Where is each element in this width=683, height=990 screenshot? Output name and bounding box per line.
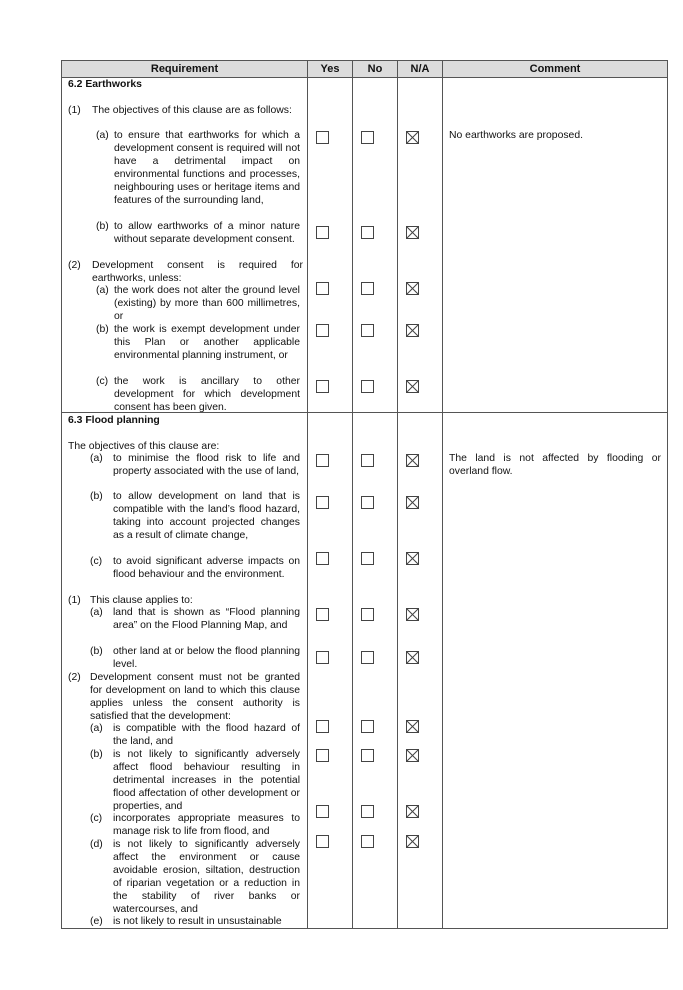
list-number: (2) [68, 260, 81, 271]
cross-mark-icon [407, 750, 418, 761]
list-number: (2) [68, 672, 81, 683]
comment-flood-planning: The land is not affected by flooding or overland flow. [449, 453, 661, 477]
list-item: is compatible with the flood hazard of the land, and [113, 723, 300, 747]
list-item: to allow development on land that is compatible with the land’s flood hazard, taking into account projected changes as a result of climate change, [113, 491, 300, 541]
column-divider [397, 61, 398, 928]
checkbox-yes[interactable] [316, 805, 329, 818]
checkbox-na[interactable] [406, 226, 419, 239]
checkbox-no[interactable] [361, 835, 374, 848]
header-comment: Comment [529, 63, 581, 75]
header-no: No [367, 63, 383, 75]
checkbox-no[interactable] [361, 552, 374, 565]
cross-mark-icon [407, 455, 418, 466]
checkbox-na[interactable] [406, 608, 419, 621]
list-label: (a) [90, 723, 103, 734]
list-label: (b) [96, 324, 109, 335]
list-number: (1) [68, 105, 81, 116]
cross-mark-icon [407, 609, 418, 620]
cross-mark-icon [407, 721, 418, 732]
cross-mark-icon [407, 283, 418, 294]
list-item: Development consent must not be granted for development on land to which this clause applies unless the consent authority is satisfied that the development: [90, 672, 300, 722]
list-item: The objectives of this clause are as follows: [92, 105, 292, 116]
list-label: (b) [90, 749, 103, 760]
checkbox-na[interactable] [406, 454, 419, 467]
checkbox-yes[interactable] [316, 324, 329, 337]
checkbox-no[interactable] [361, 651, 374, 664]
list-item: the work is exempt development under this Plan or another applicable environmental planning instrument, or [114, 324, 300, 361]
cross-mark-icon [407, 132, 418, 143]
checkbox-na[interactable] [406, 651, 419, 664]
column-divider [307, 61, 308, 928]
table-header [62, 61, 667, 78]
checkbox-na[interactable] [406, 749, 419, 762]
list-item: Development consent is required for earthworks, unless: [92, 260, 303, 284]
checkbox-no[interactable] [361, 454, 374, 467]
checkbox-na[interactable] [406, 131, 419, 144]
checkbox-no[interactable] [361, 324, 374, 337]
column-divider [442, 61, 443, 928]
checkbox-yes[interactable] [316, 131, 329, 144]
list-item: land that is shown as “Flood planning area” on the Flood Planning Map, and [113, 607, 300, 631]
list-label: (a) [90, 607, 103, 618]
checkbox-yes[interactable] [316, 608, 329, 621]
checkbox-yes[interactable] [316, 749, 329, 762]
cross-mark-icon [407, 497, 418, 508]
list-item: to ensure that earthworks for which a development consent is required will not have a detrimental impact on environmental functions and processes, neighbouring uses or heritage items and features of the surrounding land, [114, 130, 300, 206]
list-label: (c) [90, 556, 103, 567]
checkbox-no[interactable] [361, 226, 374, 239]
checkbox-yes[interactable] [316, 835, 329, 848]
compliance-table [61, 60, 668, 929]
list-item: other land at or below the flood planning level. [113, 646, 300, 670]
checkbox-na[interactable] [406, 380, 419, 393]
list-label: (a) [96, 285, 109, 296]
list-label: (a) [96, 130, 109, 141]
column-divider [352, 61, 353, 928]
checkbox-no[interactable] [361, 805, 374, 818]
section-title-flood-planning: 6.3 Flood planning [68, 415, 160, 426]
cross-mark-icon [407, 381, 418, 392]
header-na: N/A [410, 63, 430, 75]
list-label: (a) [90, 453, 103, 464]
checkbox-yes[interactable] [316, 552, 329, 565]
cross-mark-icon [407, 806, 418, 817]
section-title-earthworks: 6.2 Earthworks [68, 79, 142, 90]
list-item: is not likely to significantly adversely affect flood behaviour resulting in detrimental increases in the potential flood affectation of other development or properties, and [113, 749, 300, 812]
checkbox-na[interactable] [406, 282, 419, 295]
checkbox-na[interactable] [406, 324, 419, 337]
checkbox-yes[interactable] [316, 380, 329, 393]
checkbox-no[interactable] [361, 720, 374, 733]
list-number: (1) [68, 595, 81, 606]
comment-earthworks: No earthworks are proposed. [449, 130, 583, 141]
checkbox-yes[interactable] [316, 454, 329, 467]
cross-mark-icon [407, 652, 418, 663]
checkbox-yes[interactable] [316, 226, 329, 239]
list-item: is not likely to result in unsustainable [113, 916, 282, 927]
header-requirement: Requirement [150, 63, 219, 75]
checkbox-no[interactable] [361, 496, 374, 509]
checkbox-no[interactable] [361, 608, 374, 621]
list-label: (c) [96, 376, 109, 387]
list-item: to minimise the flood risk to life and property associated with the use of land, [113, 453, 300, 477]
cross-mark-icon [407, 836, 418, 847]
list-item: to allow earthworks of a minor nature without separate development consent. [114, 221, 300, 245]
checkbox-na[interactable] [406, 552, 419, 565]
checkbox-no[interactable] [361, 282, 374, 295]
list-label: (b) [90, 646, 103, 657]
list-label: (e) [90, 916, 103, 927]
checkbox-yes[interactable] [316, 282, 329, 295]
list-item: the work is ancillary to other development for which development consent has been given. [114, 376, 300, 413]
checkbox-na[interactable] [406, 835, 419, 848]
checkbox-na[interactable] [406, 720, 419, 733]
intro-text: The objectives of this clause are: [68, 441, 220, 452]
checkbox-no[interactable] [361, 380, 374, 393]
cross-mark-icon [407, 325, 418, 336]
checkbox-na[interactable] [406, 496, 419, 509]
list-label: (b) [90, 491, 103, 502]
list-label: (d) [90, 839, 103, 850]
cross-mark-icon [407, 227, 418, 238]
list-item: the work does not alter the ground level (existing) by more than 600 millimetres, or [114, 285, 300, 322]
list-item: is not likely to significantly adversely affect the environment or cause avoidable erosion, siltation, destruction of riparian vegetation or a reduction in the stability of river banks or watercourses, and [113, 839, 300, 915]
cross-mark-icon [407, 553, 418, 564]
checkbox-yes[interactable] [316, 720, 329, 733]
header-yes: Yes [320, 63, 340, 75]
checkbox-na[interactable] [406, 805, 419, 818]
list-item: This clause applies to: [90, 595, 193, 606]
checkbox-no[interactable] [361, 749, 374, 762]
list-label: (b) [96, 221, 109, 232]
checkbox-no[interactable] [361, 131, 374, 144]
checkbox-yes[interactable] [316, 651, 329, 664]
list-item: incorporates appropriate measures to manage risk to life from flood, and [113, 813, 300, 837]
list-label: (c) [90, 813, 103, 824]
list-item: to avoid significant adverse impacts on flood behaviour and the environment. [113, 556, 300, 580]
checkbox-yes[interactable] [316, 496, 329, 509]
